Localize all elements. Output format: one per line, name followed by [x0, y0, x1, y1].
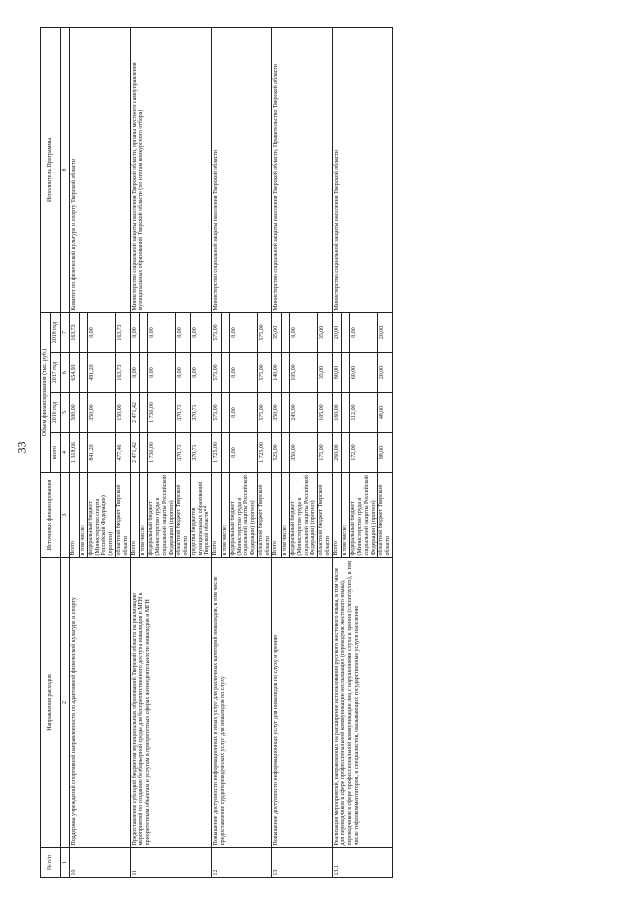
table-row — [272, 27, 282, 877]
amount-cell: 1 725,00 — [212, 432, 222, 472]
row-number: 11 — [130, 847, 212, 877]
amount-cell: 575,00 — [257, 352, 272, 392]
amount-cell: 370,71 — [190, 432, 211, 472]
funding-source: в том числе: — [140, 472, 148, 557]
program-executor: Министерство социальной защиты населения Тверской области — [332, 27, 392, 312]
funding-source: областной бюджет Тверской области — [318, 472, 333, 557]
amount-cell: 350,00 — [290, 432, 318, 472]
amount-cell: 370,71 — [176, 392, 191, 432]
funding-source: в том числе: — [282, 472, 290, 557]
amount-cell: 20,00 — [378, 352, 393, 392]
amount-cell: 20,00 — [378, 312, 393, 352]
amount-cell: 0,00 — [229, 392, 257, 432]
funding-source: в том числе: — [80, 472, 88, 557]
amount-cell — [282, 392, 290, 432]
amount-cell: 575,00 — [212, 392, 222, 432]
header-source: Источники финансирования — [41, 472, 61, 557]
amount-cell: 245,00 — [290, 392, 318, 432]
header-direction: Направления расходов — [41, 557, 61, 847]
index-cell: 5 — [60, 392, 70, 432]
amount-cell — [282, 352, 290, 392]
amount-cell: 1 725,00 — [257, 432, 272, 472]
funding-source: федеральный бюджет (Министерство труда и социальной защиты Российской Федерации) (прогноз) — [229, 472, 257, 557]
expense-direction: Предоставление субсидий бюджетам муниципальных образований Тверской области на реализацию мероприятий по созданию безбарьерной среды для беспрепятственного доступа инвалидов и МГН к приоритетным объектам и услугам в приоритетных сферах жизнедеятельности инвалидов и МГН — [130, 557, 212, 847]
funding-source: средства бюджетов муниципальных образований Тверской области** — [190, 472, 211, 557]
amount-cell — [80, 432, 88, 472]
funding-source: в том числе: — [342, 472, 350, 557]
amount-cell: 112,00 — [350, 392, 378, 432]
amount-cell — [221, 432, 229, 472]
amount-cell: 60,00 — [350, 352, 378, 392]
index-cell: 8 — [60, 27, 70, 312]
amount-cell: 35,00 — [318, 352, 333, 392]
amount-cell: 2 471,42 — [130, 432, 140, 472]
amount-cell: 0,00 — [190, 352, 211, 392]
header-2017: 2017 год — [50, 352, 60, 392]
expense-direction: Реализация мероприятий, направленных на расширение использования русского жестового языка, в том числе для переводчиков в сфере профессиональной коммуникации неслышащих (переводчик жестового языка), переводчиков в сфере профессиональной коммуникации лиц с нарушениями слуха и зрения (слепоглухих), в том числе тифлокомментаторов, и специалистов, оказывающих государственные услуги населению — [332, 557, 392, 847]
funding-source: в том числе: — [221, 472, 229, 557]
amount-cell: 163,73 — [116, 352, 131, 392]
amount-cell: 140,00 — [272, 352, 282, 392]
amount-cell: 0,00 — [290, 312, 318, 352]
amount-cell: 48,00 — [378, 392, 393, 432]
amount-cell — [342, 352, 350, 392]
amount-cell: 1 730,00 — [148, 432, 176, 472]
amount-cell — [221, 392, 229, 432]
amount-cell: 35,00 — [318, 312, 333, 352]
amount-cell: 525,00 — [272, 432, 282, 472]
amount-cell: 160,00 — [332, 392, 342, 432]
amount-cell — [140, 312, 148, 352]
amount-cell: 575,00 — [257, 312, 272, 352]
header-volume: Объем финансирования (тыс. руб.) — [41, 312, 51, 472]
amount-cell: 370,71 — [190, 392, 211, 432]
funding-source: областной бюджет Тверской области — [176, 472, 191, 557]
amount-cell — [221, 352, 229, 392]
amount-cell: 0,00 — [190, 312, 211, 352]
amount-cell: 0,00 — [148, 312, 176, 352]
program-executor: Министерство социальной защиты населения Тверской области, Правительство Тверской области — [272, 27, 332, 312]
amount-cell — [282, 432, 290, 472]
rotated-page — [40, 28, 600, 878]
row-number: 13 — [272, 847, 332, 877]
amount-cell — [140, 352, 148, 392]
index-cell: 6 — [60, 352, 70, 392]
table-row — [70, 27, 80, 877]
amount-cell: 35,00 — [272, 312, 282, 352]
amount-cell — [80, 392, 88, 432]
amount-cell — [282, 312, 290, 352]
amount-cell: 2 471,42 — [130, 392, 140, 432]
amount-cell — [342, 312, 350, 352]
amount-cell: 1 730,00 — [148, 392, 176, 432]
table-row — [130, 27, 140, 877]
amount-cell: 163,73 — [70, 312, 80, 352]
index-cell: 1 — [60, 847, 70, 877]
amount-cell: 105,00 — [318, 392, 333, 432]
row-number: 13.1 — [332, 847, 392, 877]
funding-source: Всего — [332, 472, 342, 557]
expense-direction: Повышение доступности информационных услуг для инвалидов по слуху и зрению — [272, 557, 332, 847]
amount-cell — [80, 312, 88, 352]
amount-cell — [342, 432, 350, 472]
amount-cell: 1 318,66 — [70, 432, 80, 472]
amount-cell — [221, 312, 229, 352]
row-number: 10 — [70, 847, 130, 877]
funding-source: областной бюджет Тверской области — [378, 472, 393, 557]
funding-source: Всего — [212, 472, 222, 557]
amount-cell: 575,00 — [212, 352, 222, 392]
header-executor: Исполнитель Программы — [41, 27, 61, 312]
amount-cell: 0,00 — [229, 312, 257, 352]
funding-source: федеральный бюджет (Министерство труда и социальной защиты Российской Федерации) (прогноз) — [350, 472, 378, 557]
amount-cell: 0,00 — [130, 352, 140, 392]
funding-source: областной бюджет Тверской области — [257, 472, 272, 557]
amount-cell: 350,00 — [87, 392, 115, 432]
index-row — [60, 27, 70, 877]
amount-cell: 20,00 — [332, 312, 342, 352]
amount-cell — [140, 432, 148, 472]
amount-cell: 370,71 — [176, 432, 191, 472]
amount-cell — [80, 352, 88, 392]
program-executor: Министерство социальной защиты населения Тверской области, органы местного самоуправления муниципальных образований Тверской области (по итогам конкурсного отбора) — [130, 27, 212, 312]
amount-cell: 150,00 — [116, 392, 131, 432]
amount-cell: 575,00 — [257, 392, 272, 432]
amount-cell — [140, 392, 148, 432]
funding-source: Всего — [272, 472, 282, 557]
funding-source: федеральный бюджет (Министерство труда и социальной защиты Российской Федерации) (прогноз) — [290, 472, 318, 557]
amount-cell: 0,00 — [229, 352, 257, 392]
amount-cell: 105,00 — [290, 352, 318, 392]
amount-cell: 163,73 — [116, 312, 131, 352]
amount-cell — [342, 392, 350, 432]
amount-cell: 0,00 — [176, 312, 191, 352]
amount-cell: 172,00 — [350, 432, 378, 472]
amount-cell: 260,00 — [332, 432, 342, 472]
funding-source: федеральный бюджет (Министерство спорта Российской Федерации) (прогноз) — [87, 472, 115, 557]
expense-direction: Повышение доступности информационных и иных услуг для различных категорий инвалидов, в том числе предоставление сурдопереводческих услуг для инвалидов по слуху — [212, 557, 272, 847]
amount-cell: 0,00 — [176, 352, 191, 392]
expense-direction: Поддержка учреждений спортивной направленности по адаптивной физической культуре и спорту — [70, 557, 130, 847]
amount-cell: 654,93 — [70, 352, 80, 392]
amount-cell: 491,20 — [87, 352, 115, 392]
row-number: 12 — [212, 847, 272, 877]
amount-cell: 0,00 — [87, 312, 115, 352]
amount-cell: 0,00 — [130, 312, 140, 352]
amount-cell: 80,00 — [332, 352, 342, 392]
funding-source: областной бюджет Тверской области — [116, 472, 131, 557]
header-total: всего — [50, 432, 60, 472]
financing-table — [40, 26, 393, 877]
header-2018: 2018 год — [50, 312, 60, 352]
program-executor: Комитет по физической культуре и спорту Тверской области — [70, 27, 130, 312]
funding-source: федеральный бюджет (Министерство труда и социальной защиты Российской Федерации) (прогноз) — [148, 472, 176, 557]
program-executor: Министерство социальной защиты населения Тверской области — [212, 27, 272, 312]
index-cell: 7 — [60, 312, 70, 352]
header-2016: 2016 год — [50, 392, 60, 432]
index-cell: 3 — [60, 472, 70, 557]
index-cell: 4 — [60, 432, 70, 472]
index-cell: 2 — [60, 557, 70, 847]
amount-cell: 500,00 — [70, 392, 80, 432]
funding-source: Всего — [130, 472, 140, 557]
table-row — [332, 27, 342, 877]
amount-cell: 0,00 — [229, 432, 257, 472]
amount-cell: 88,00 — [378, 432, 393, 472]
amount-cell: 477,46 — [116, 432, 131, 472]
table-row — [212, 27, 222, 877]
amount-cell: 575,00 — [212, 312, 222, 352]
amount-cell: 0,00 — [350, 312, 378, 352]
amount-cell: 350,00 — [272, 392, 282, 432]
header-no: № п/п — [41, 847, 61, 877]
page-number: 33 — [14, 441, 29, 454]
amount-cell: 175,00 — [318, 432, 333, 472]
funding-source: Всего — [70, 472, 80, 557]
amount-cell: 0,00 — [148, 352, 176, 392]
amount-cell: 841,20 — [87, 432, 115, 472]
